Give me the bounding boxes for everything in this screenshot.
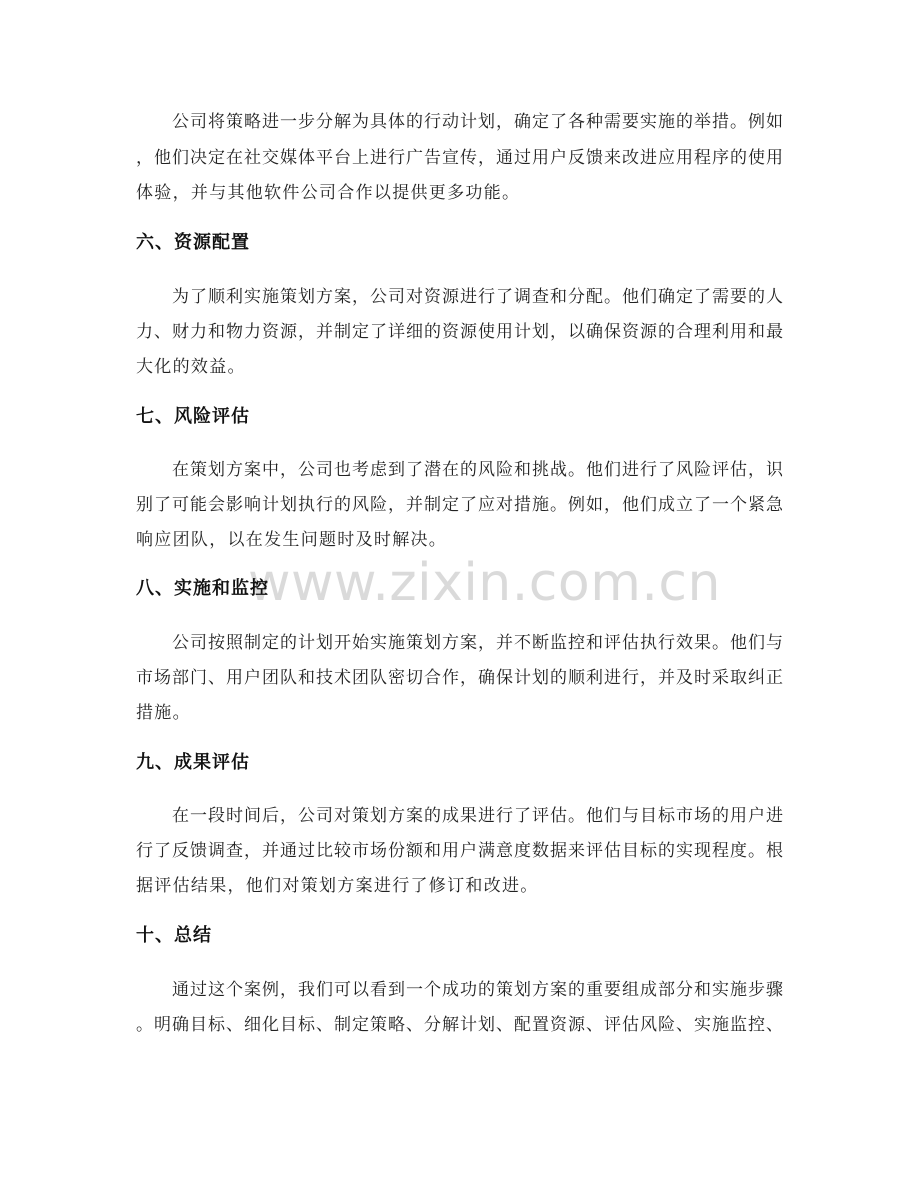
paragraph-line: 公司将策略进一步分解为具体的行动计划，确定了各种需要实施的举措。例如 bbox=[172, 112, 784, 132]
paragraph-line: 力、财力和物力资源，并制定了详细的资源使用计划，以确保资源的合理利用和最 bbox=[136, 322, 784, 342]
section-heading: 七、风险评估 bbox=[136, 406, 250, 427]
section-heading: 八、实施和监控 bbox=[136, 578, 269, 599]
paragraph-line: 大化的效益。 bbox=[136, 357, 246, 377]
paragraph-line: 公司按照制定的计划开始实施策划方案，并不断监控和评估执行效果。他们与 bbox=[172, 633, 784, 653]
section-heading: 十、总结 bbox=[136, 925, 212, 946]
section-heading: 六、资源配置 bbox=[136, 232, 250, 253]
paragraph-line: 体验，并与其他软件公司合作以提供更多功能。 bbox=[136, 183, 521, 203]
section-heading: 九、成果评估 bbox=[136, 752, 250, 773]
watermark: www.zixin.com.cn bbox=[248, 553, 721, 613]
paragraph-line: 为了顺利实施策划方案，公司对资源进行了调查和分配。他们确定了需要的人 bbox=[172, 287, 784, 307]
paragraph-line: ，他们决定在社交媒体平台上进行广告宣传，通过用户反馈来改进应用程序的使用 bbox=[136, 148, 784, 168]
paragraph-line: 措施。 bbox=[136, 703, 191, 723]
paragraph-line: 在一段时间后，公司对策划方案的成果进行了评估。他们与目标市场的用户进 bbox=[172, 806, 784, 826]
paragraph-line: 市场部门、用户团队和技术团队密切合作，确保计划的顺利进行，并及时采取纠正 bbox=[136, 668, 784, 688]
paragraph-line: 通过这个案例，我们可以看到一个成功的策划方案的重要组成部分和实施步骤 bbox=[172, 980, 784, 1000]
paragraph-line: 别了可能会影响计划执行的风险，并制定了应对措施。例如，他们成立了一个紧急 bbox=[136, 495, 784, 515]
paragraph-line: 在策划方案中，公司也考虑到了潜在的风险和挑战。他们进行了风险评估，识 bbox=[172, 460, 784, 480]
paragraph-line: 据评估结果，他们对策划方案进行了修订和改进。 bbox=[136, 876, 539, 896]
paragraph-line: 行了反馈调查，并通过比较市场份额和用户满意度数据来评估目标的实现程度。根 bbox=[136, 841, 784, 861]
paragraph-line: 。明确目标、细化目标、制定策略、分解计划、配置资源、评估风险、实施监控、 bbox=[136, 1015, 784, 1035]
paragraph-line: 响应团队，以在发生问题时及时解决。 bbox=[136, 530, 448, 550]
